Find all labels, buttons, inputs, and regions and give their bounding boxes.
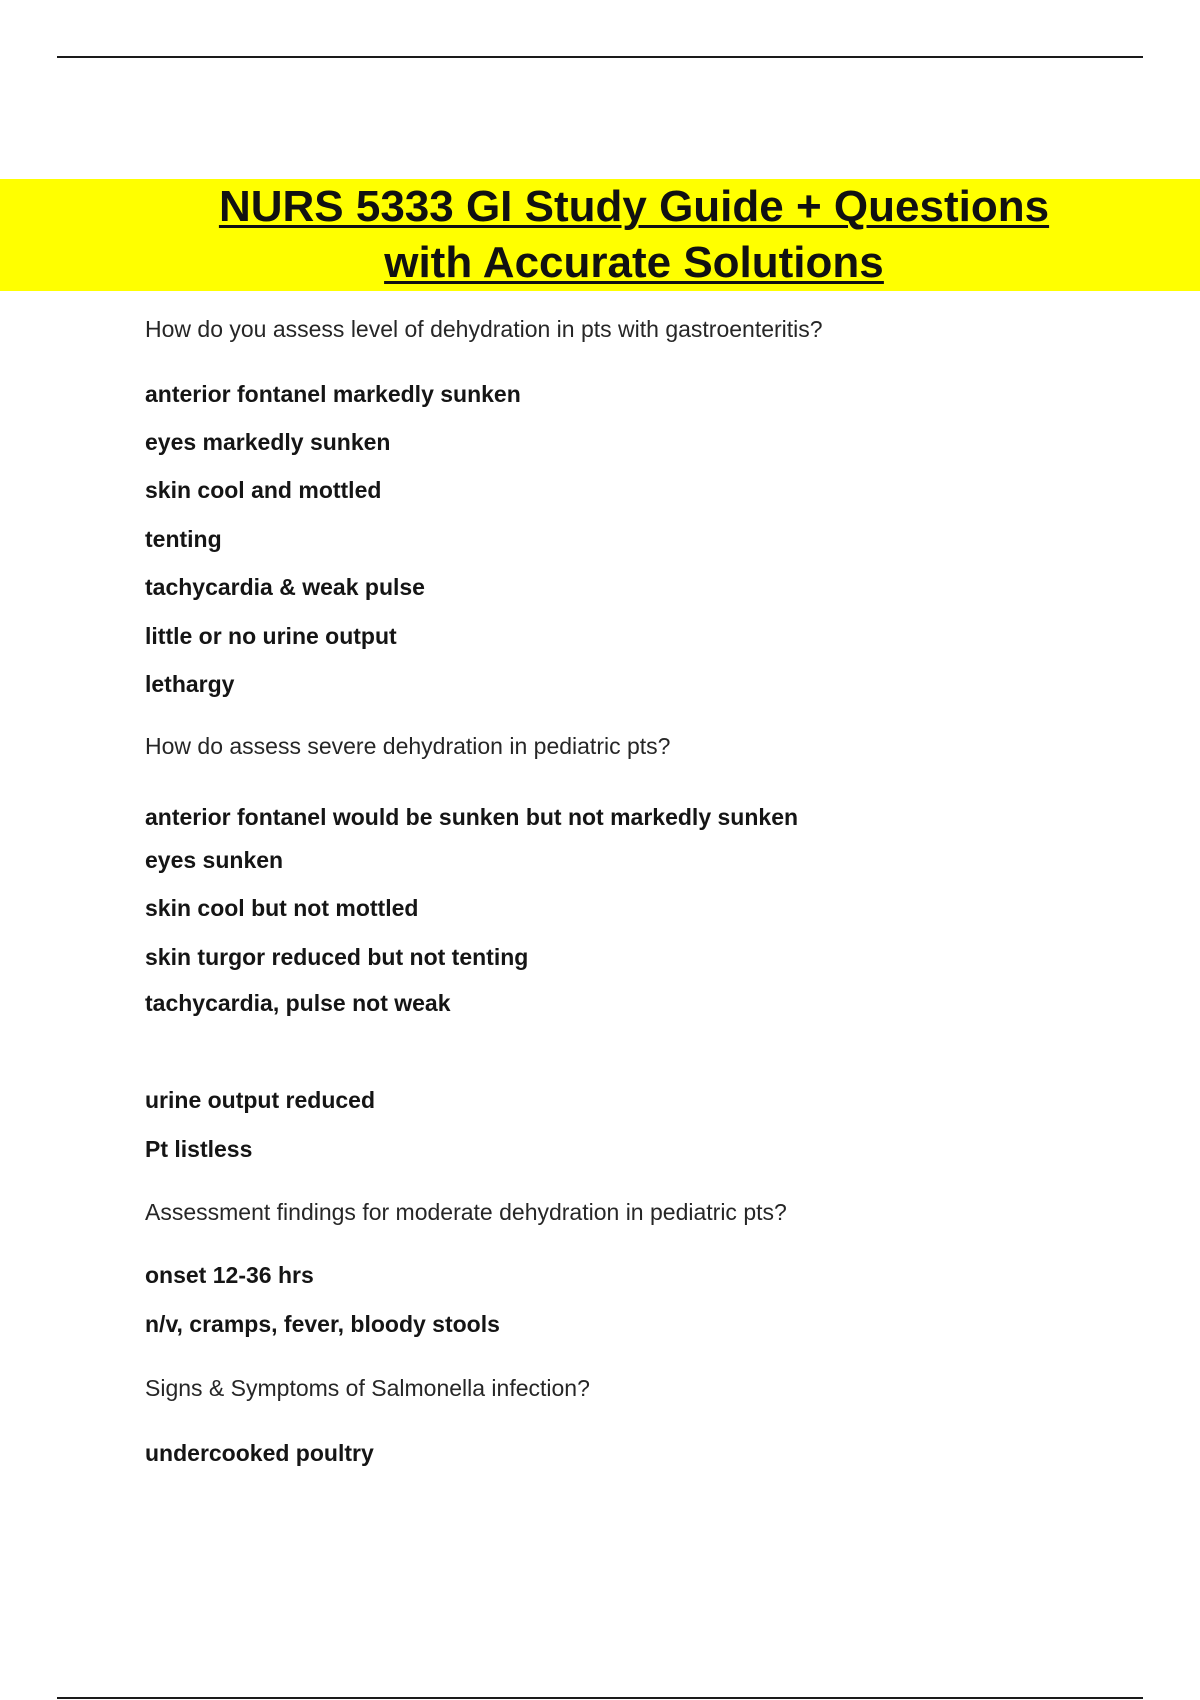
answer-2-3: skin cool but not mottled <box>145 895 419 921</box>
answer-2-7: Pt listless <box>145 1136 253 1162</box>
answer-3-1: onset 12-36 hrs <box>145 1262 314 1288</box>
answer-2-2: eyes sunken <box>145 847 284 873</box>
answer-2-5: tachycardia, pulse not weak <box>145 990 451 1016</box>
answer-1-2: eyes markedly sunken <box>145 429 391 455</box>
answer-4-1: undercooked poultry <box>145 1440 374 1466</box>
question-4: Signs & Symptoms of Salmonella infection? <box>145 1375 590 1401</box>
document-title <box>0 179 1200 291</box>
answer-2-6: urine output reduced <box>145 1087 375 1113</box>
answer-2-4: skin turgor reduced but not tenting <box>145 944 529 970</box>
bottom-rule <box>57 1697 1143 1699</box>
title-line-2: with Accurate Solutions <box>384 238 884 288</box>
answer-1-3: skin cool and mottled <box>145 477 382 503</box>
question-1: How do you assess level of dehydration in pts with gastroenteritis? <box>145 316 823 342</box>
title-line-1: NURS 5333 GI Study Guide + Questions <box>218 182 1050 232</box>
answer-3-2: n/v, cramps, fever, bloody stools <box>145 1311 500 1337</box>
answer-2-1: anterior fontanel would be sunken but not markedly sunken <box>145 804 799 830</box>
answer-1-1: anterior fontanel markedly sunken <box>145 381 521 407</box>
question-3: Assessment findings for moderate dehydration in pediatric pts? <box>145 1199 787 1225</box>
answer-1-5: tachycardia & weak pulse <box>145 574 425 600</box>
top-rule <box>57 56 1143 58</box>
question-2: How do assess severe dehydration in pediatric pts? <box>145 733 671 759</box>
answer-1-6: little or no urine output <box>145 623 397 649</box>
answer-1-4: tenting <box>145 526 222 552</box>
answer-1-7: lethargy <box>145 671 235 697</box>
